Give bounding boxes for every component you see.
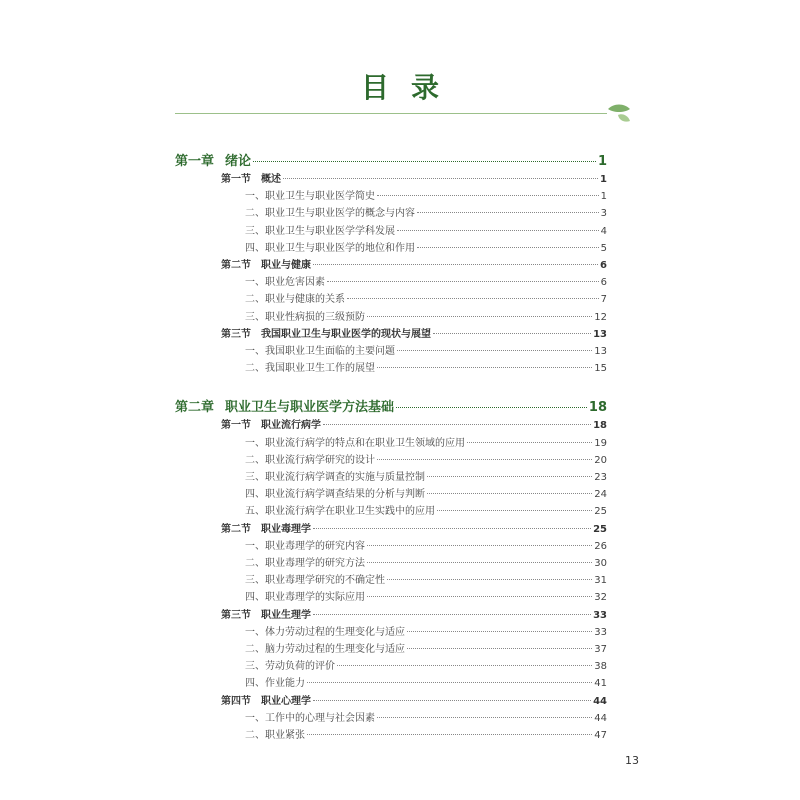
dot-leader xyxy=(377,195,599,196)
toc-item xyxy=(245,726,607,741)
dot-leader xyxy=(323,424,591,425)
toc-label xyxy=(245,290,345,305)
dot-leader xyxy=(437,510,592,511)
toc-title: 三、劳动负荷的评价 xyxy=(245,661,335,673)
dot-leader xyxy=(253,161,596,162)
toc-title: 职业生理学 xyxy=(261,609,311,621)
toc-label xyxy=(245,342,395,357)
toc-title: 一、我国职业卫生面临的主要问题 xyxy=(245,346,395,357)
toc-page-number: 37 xyxy=(594,644,607,655)
dot-leader xyxy=(327,281,599,282)
dot-leader xyxy=(407,631,592,632)
toc-title: 二、职业紧张 xyxy=(245,730,305,741)
toc-section xyxy=(221,606,607,621)
toc-page-number: 1 xyxy=(597,154,607,169)
toc-item xyxy=(245,204,607,219)
toc-number: 第二节 xyxy=(221,260,251,271)
toc-page-number: 12 xyxy=(594,311,607,323)
toc-label xyxy=(245,204,415,219)
toc-title: 四、作业能力 xyxy=(245,678,305,690)
toc-item xyxy=(245,359,607,374)
toc-label xyxy=(245,222,395,237)
toc-page-number: 1 xyxy=(600,191,607,203)
toc-item xyxy=(245,342,607,357)
dot-leader xyxy=(427,476,592,477)
dot-leader xyxy=(283,178,598,179)
toc-item xyxy=(245,187,607,202)
toc-item xyxy=(245,674,607,689)
toc-title: 一、工作中的心理与社会因素 xyxy=(245,712,375,724)
toc-title: 职业毒理学 xyxy=(261,523,311,535)
toc-page-number: 47 xyxy=(594,730,607,741)
toc-label xyxy=(221,606,311,621)
toc-number: 第一节 xyxy=(221,174,251,185)
dot-leader xyxy=(367,545,592,546)
toc-chapter xyxy=(175,150,607,168)
toc-label xyxy=(245,588,365,603)
toc-label xyxy=(245,502,435,517)
toc-section xyxy=(221,325,607,340)
toc-label xyxy=(245,709,375,724)
dot-leader xyxy=(307,734,592,735)
toc-page-number: 25 xyxy=(594,506,607,518)
dot-leader xyxy=(367,316,592,317)
toc-page-number: 30 xyxy=(594,558,607,569)
toc-label xyxy=(221,520,311,535)
toc-chapter xyxy=(175,396,607,414)
toc-item xyxy=(245,468,607,483)
toc-title: 职业心理学 xyxy=(261,695,311,707)
toc-item xyxy=(245,222,607,237)
toc-title: 四、职业流行病学调查结果的分析与判断 xyxy=(245,489,425,501)
toc-label xyxy=(245,674,305,689)
toc-title: 一、职业卫生与职业医学简史 xyxy=(245,191,375,203)
toc-number: 第二节 xyxy=(221,523,251,535)
toc-title: 概述 xyxy=(261,174,281,185)
toc-item xyxy=(245,290,607,305)
dot-leader xyxy=(347,298,599,299)
dot-leader xyxy=(377,459,592,460)
toc-label xyxy=(245,485,425,500)
toc-label xyxy=(245,359,375,374)
toc-label xyxy=(245,187,375,202)
toc-page-number: 6 xyxy=(600,260,607,271)
dot-leader xyxy=(396,407,587,408)
toc-label xyxy=(175,150,251,169)
toc-item xyxy=(245,451,607,466)
toc-page-number: 33 xyxy=(594,626,607,638)
dot-leader xyxy=(407,648,592,649)
dot-leader xyxy=(397,350,592,351)
toc-label xyxy=(245,657,335,672)
toc-title: 一、职业流行病学的特点和在职业卫生领域的应用 xyxy=(245,437,465,449)
toc-title: 四、职业毒理学的实际应用 xyxy=(245,592,365,604)
toc-title: 三、职业性病损的三级预防 xyxy=(245,311,365,323)
toc-label xyxy=(221,170,281,185)
toc-title: 一、职业毒理学的研究内容 xyxy=(245,540,365,552)
toc-item xyxy=(245,239,607,254)
toc-page-number: 31 xyxy=(594,575,607,587)
toc-item xyxy=(245,502,607,517)
dot-leader xyxy=(433,333,591,334)
toc-title: 一、体力劳动过程的生理变化与适应 xyxy=(245,626,405,638)
toc-label xyxy=(175,396,394,415)
toc-title: 职业卫生与职业医学方法基础 xyxy=(225,400,395,416)
toc-item xyxy=(245,273,607,288)
toc-title: 三、职业流行病学调查的实施与质量控制 xyxy=(245,472,425,483)
dot-leader xyxy=(427,493,592,494)
dot-leader xyxy=(377,367,592,368)
dot-leader xyxy=(417,212,599,213)
toc-number: 第一章 xyxy=(175,154,215,169)
toc-label xyxy=(245,273,325,288)
leaf-icon xyxy=(604,101,634,127)
toc-label xyxy=(245,451,375,466)
toc-section xyxy=(221,692,607,707)
toc-title: 职业与健康 xyxy=(261,260,311,271)
toc-title: 绪论 xyxy=(225,154,252,169)
toc-title: 二、职业与健康的关系 xyxy=(245,294,345,306)
toc-title: 二、脑力劳动过程的生理变化与适应 xyxy=(245,644,405,655)
toc-title: 五、职业流行病学在职业卫生实践中的应用 xyxy=(245,506,435,518)
toc-page-number: 32 xyxy=(594,592,607,604)
dot-leader xyxy=(337,665,592,666)
toc-number: 第二章 xyxy=(175,400,215,416)
dot-leader xyxy=(397,230,599,231)
toc-label xyxy=(221,256,311,271)
page-title: 目录 xyxy=(360,71,461,104)
toc-label xyxy=(245,726,305,741)
toc-page-number: 25 xyxy=(593,523,607,535)
toc-label xyxy=(245,623,405,638)
toc-label xyxy=(245,571,385,586)
toc-page-number: 44 xyxy=(593,695,607,707)
toc-page-number: 18 xyxy=(593,420,607,432)
toc-title: 职业流行病学 xyxy=(261,420,321,432)
toc-page-number: 4 xyxy=(600,225,607,237)
dot-leader xyxy=(417,247,599,248)
toc-section xyxy=(221,170,607,185)
toc-title: 四、职业卫生与职业医学的地位和作用 xyxy=(245,242,415,254)
toc-page-number: 13 xyxy=(594,346,607,357)
dot-leader xyxy=(313,528,591,529)
toc-label xyxy=(245,468,425,483)
toc-label xyxy=(245,537,365,552)
toc-label xyxy=(221,416,321,431)
toc-page-number: 1 xyxy=(600,174,607,185)
toc-page-number: 38 xyxy=(594,661,607,673)
toc-page-number: 5 xyxy=(600,242,607,254)
toc-page-number: 19 xyxy=(594,437,607,449)
toc-item xyxy=(245,709,607,724)
dot-leader xyxy=(313,700,591,701)
toc-title: 二、职业流行病学研究的设计 xyxy=(245,454,375,466)
toc-page-number: 20 xyxy=(594,454,607,466)
toc-item xyxy=(245,571,607,586)
toc-label xyxy=(245,308,365,323)
dot-leader xyxy=(313,614,591,615)
dot-leader xyxy=(367,596,592,597)
toc-page-number: 13 xyxy=(593,328,607,340)
toc-title: 二、职业卫生与职业医学的概念与内容 xyxy=(245,208,415,220)
toc-item xyxy=(245,554,607,569)
toc-item xyxy=(245,588,607,603)
toc-label xyxy=(221,692,311,707)
toc-item xyxy=(245,308,607,323)
toc-page-number: 18 xyxy=(588,400,607,416)
toc-page-number: 41 xyxy=(594,678,607,690)
toc-number: 第三节 xyxy=(221,328,251,340)
toc-label xyxy=(245,434,465,449)
toc-item xyxy=(245,623,607,638)
toc-page-number: 7 xyxy=(600,294,607,306)
dot-leader xyxy=(467,442,592,443)
toc-page-number: 23 xyxy=(594,472,607,483)
toc-title: 二、我国职业卫生工作的展望 xyxy=(245,363,375,375)
toc-title: 一、职业危害因素 xyxy=(245,277,325,289)
toc-page-number: 33 xyxy=(593,609,607,621)
toc-page-number: 26 xyxy=(594,540,607,552)
toc-item xyxy=(245,640,607,655)
toc-number: 第一节 xyxy=(221,420,251,432)
toc-page-number: 6 xyxy=(600,277,607,289)
dot-leader xyxy=(307,682,592,683)
toc-section xyxy=(221,256,607,271)
toc-title: 三、职业卫生与职业医学学科发展 xyxy=(245,225,395,237)
toc-page-number: 3 xyxy=(600,208,607,220)
toc-item xyxy=(245,657,607,672)
toc-title: 三、职业毒理学研究的不确定性 xyxy=(245,575,385,587)
toc-item xyxy=(245,485,607,500)
dot-leader xyxy=(387,579,592,580)
toc-item xyxy=(245,537,607,552)
toc-label xyxy=(245,640,405,655)
dot-leader xyxy=(313,264,598,265)
toc-page-number: 24 xyxy=(594,489,607,501)
dot-leader xyxy=(377,717,592,718)
toc-page-number: 15 xyxy=(594,363,607,375)
toc-label xyxy=(245,239,415,254)
toc-section xyxy=(221,416,607,431)
toc-number: 第三节 xyxy=(221,609,251,621)
toc-page-number: 44 xyxy=(594,712,607,724)
toc-title: 二、职业毒理学的研究方法 xyxy=(245,558,365,569)
toc-item xyxy=(245,434,607,449)
toc-label xyxy=(221,325,431,340)
toc-section xyxy=(221,520,607,535)
title-divider xyxy=(175,113,607,114)
page-number: 13 xyxy=(625,754,639,767)
toc-label xyxy=(245,554,365,569)
dot-leader xyxy=(367,562,592,563)
toc-number: 第四节 xyxy=(221,695,251,707)
toc-title: 我国职业卫生与职业医学的现状与展望 xyxy=(261,328,431,340)
